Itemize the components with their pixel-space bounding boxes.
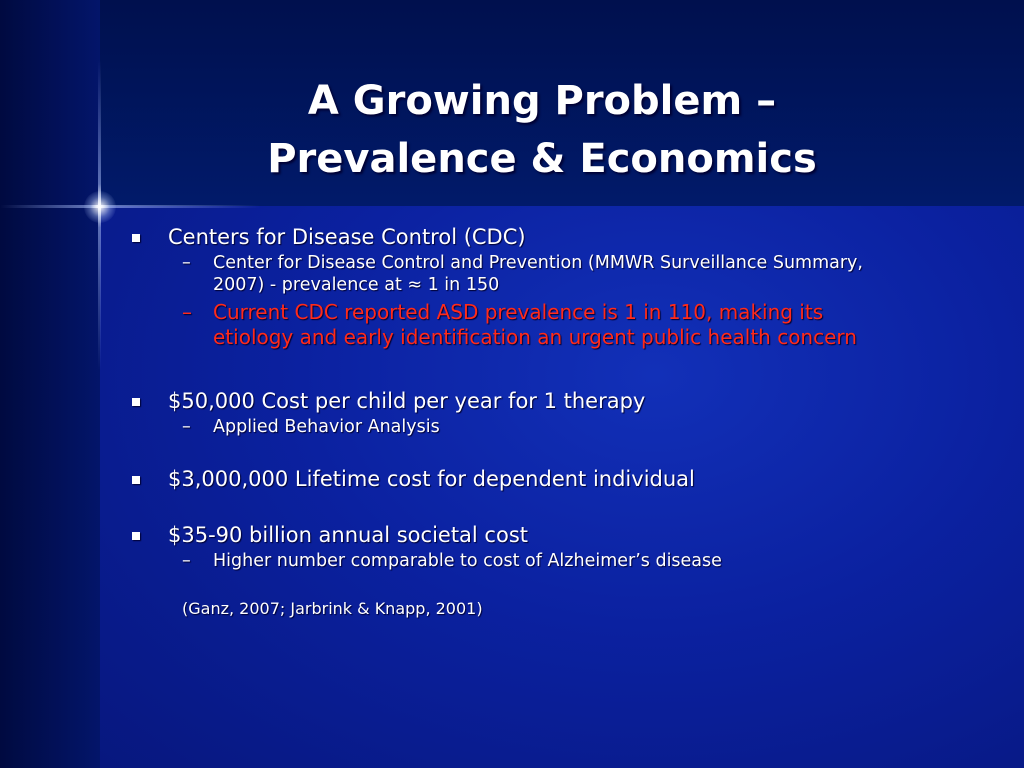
sub-bullet-mmwr <box>128 252 988 296</box>
sub-bullet-text-line-2: etiology and early identification an urgent public health concern <box>213 325 857 349</box>
dash-bullet-icon: – <box>182 253 191 273</box>
sub-bullet-aba <box>128 416 988 438</box>
dash-bullet-icon: – <box>182 417 191 437</box>
starburst-horizontal-line <box>0 205 260 208</box>
square-bullet-icon <box>132 234 140 242</box>
square-bullet-icon <box>132 398 140 406</box>
square-bullet-icon <box>132 532 140 540</box>
bullet-text: $50,000 Cost per child per year for 1 therapy <box>168 389 646 413</box>
sub-bullet-current-prevalence <box>128 300 988 350</box>
square-bullet-icon <box>132 476 140 484</box>
sub-bullet-text-line-2: 2007) - prevalence at ≈ 1 in 150 <box>213 275 500 295</box>
starburst-icon <box>84 191 116 223</box>
sub-bullet-text-line-1: Higher number comparable to cost of Alzheimer’s disease <box>213 551 722 571</box>
slide-title-line-1: A Growing Problem – <box>307 78 777 124</box>
slide-title-line-2: Prevalence & Economics <box>267 136 817 182</box>
slide-body <box>128 222 988 620</box>
slide-title <box>110 72 974 188</box>
citation: (Ganz, 2007; Jarbrink & Knapp, 2001) <box>182 599 483 618</box>
sub-bullet-text-line-1: Center for Disease Control and Prevention (MMWR Surveillance Summary, <box>213 253 863 273</box>
bullet-lifetime-cost <box>128 464 988 494</box>
bullet-text: $3,000,000 Lifetime cost for dependent individual <box>168 467 695 491</box>
bullet-cdc <box>128 222 988 252</box>
bullet-text: Centers for Disease Control (CDC) <box>168 225 526 249</box>
sub-bullet-text-line-1: Applied Behavior Analysis <box>213 417 440 437</box>
bullet-text: $35-90 billion annual societal cost <box>168 523 529 547</box>
bullet-therapy-cost <box>128 386 988 416</box>
dash-bullet-icon: – <box>182 300 192 324</box>
sub-bullet-text-line-1: Current CDC reported ASD prevalence is 1 in 110, making its <box>213 300 824 324</box>
sub-bullet-alzheimers <box>128 550 988 572</box>
dash-bullet-icon: – <box>182 551 191 571</box>
bullet-societal-cost <box>128 520 988 550</box>
slide-left-band <box>0 0 100 768</box>
